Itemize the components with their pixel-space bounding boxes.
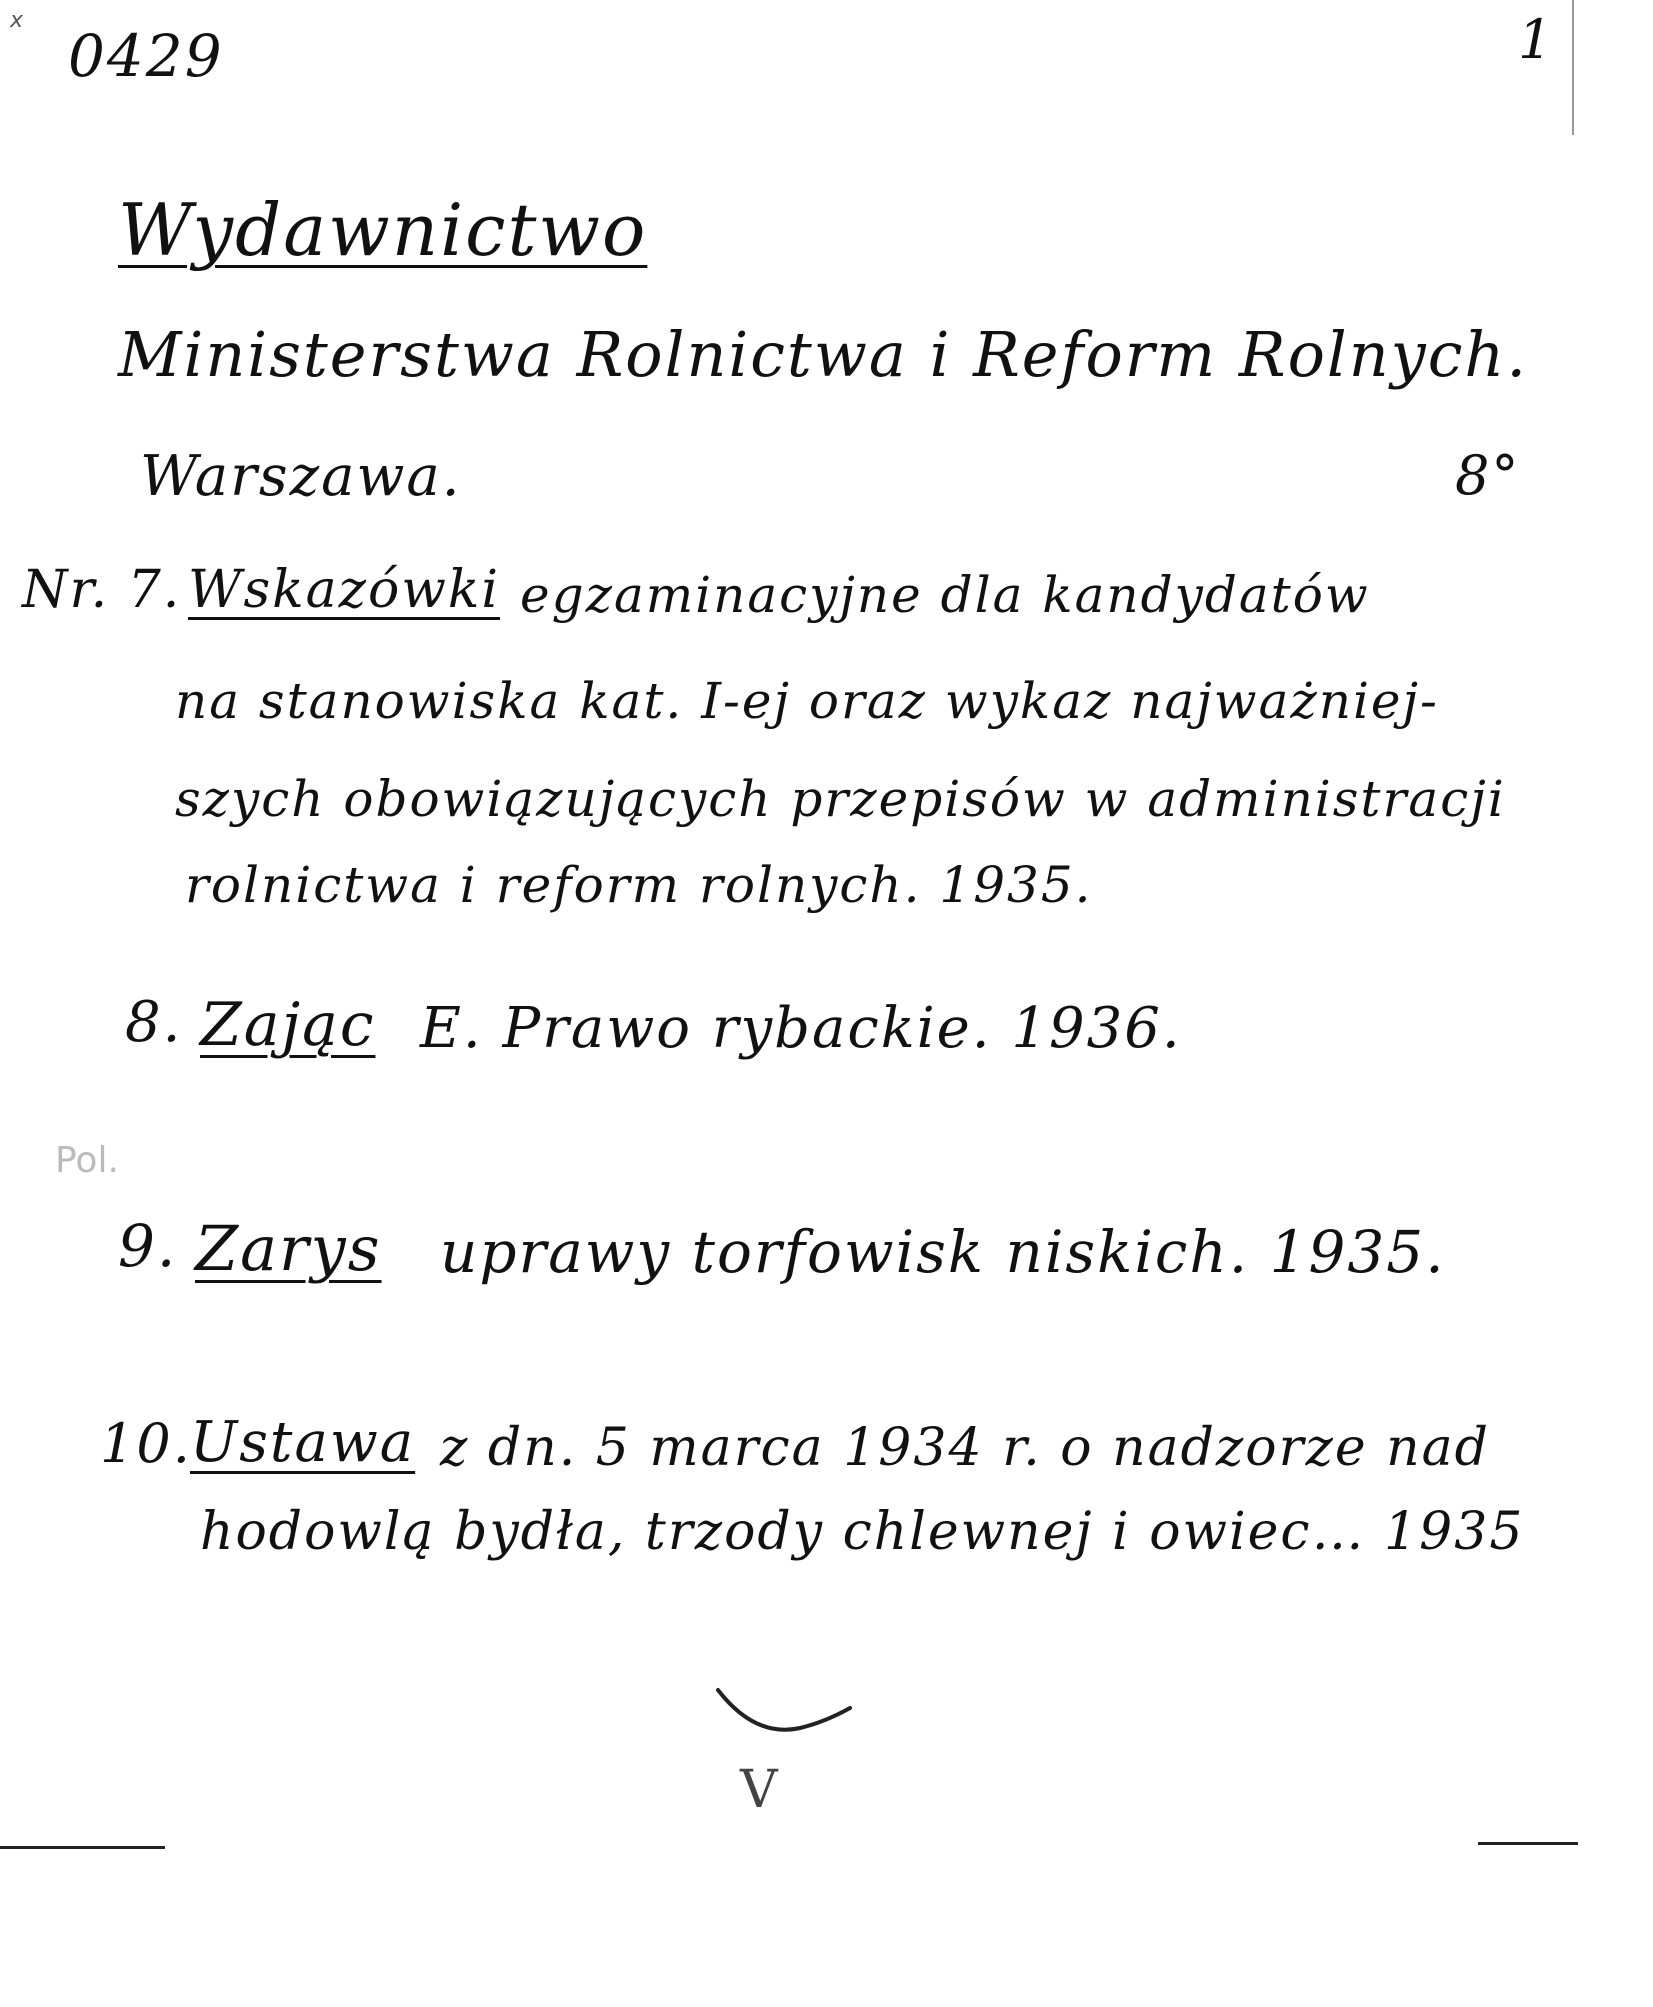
format-mark: 8° xyxy=(1455,444,1521,507)
entry-line: rolnictwa i reform rolnych. 1935. xyxy=(185,856,1093,914)
entry-keyword: Zając xyxy=(200,990,376,1060)
entry-line: z dn. 5 marca 1934 r. o nadzorze nad xyxy=(440,1418,1490,1478)
curve-mark xyxy=(710,1680,860,1750)
catalog-number: 0429 xyxy=(68,22,224,90)
check-mark: V xyxy=(740,1760,780,1820)
entry-line: uprawy torfowisk niskich. 1935. xyxy=(440,1218,1446,1286)
entry-keyword: Wskazówki xyxy=(188,560,500,620)
entry-number: Nr. 7. xyxy=(22,560,182,620)
entry-number: 9. xyxy=(118,1212,178,1280)
bottom-rule-right xyxy=(1478,1842,1578,1845)
entry-keyword: Ustawa xyxy=(190,1410,416,1475)
card-right-edge xyxy=(1572,0,1574,135)
entry-line: egzaminacyjne dla kandydatów xyxy=(520,566,1370,624)
entry-line: na stanowiska kat. I-ej oraz wykaz najważniej- xyxy=(175,672,1439,730)
entry-line: szych obowiązujących przepisów w administracji xyxy=(175,770,1506,828)
entry-keyword: Zarys xyxy=(195,1212,382,1285)
publisher-line: Ministerstwa Rolnictwa i Reform Rolnych. xyxy=(118,318,1529,391)
entry-number: 10. xyxy=(100,1412,192,1475)
faint-stamp-note: Pol. xyxy=(55,1140,119,1181)
corner-mark: x xyxy=(10,8,24,33)
entry-line: hodowlą bydła, trzody chlewnej i owiec… 1935 xyxy=(200,1502,1525,1562)
entry-number: 8. xyxy=(125,990,183,1055)
page-number: 1 xyxy=(1518,8,1555,71)
place-line: Warszawa. xyxy=(140,444,462,509)
bottom-rule-left xyxy=(0,1846,165,1849)
heading-wydawnictwo: Wydawnictwo xyxy=(118,188,648,272)
entry-line: E. Prawo rybackie. 1936. xyxy=(420,996,1182,1061)
